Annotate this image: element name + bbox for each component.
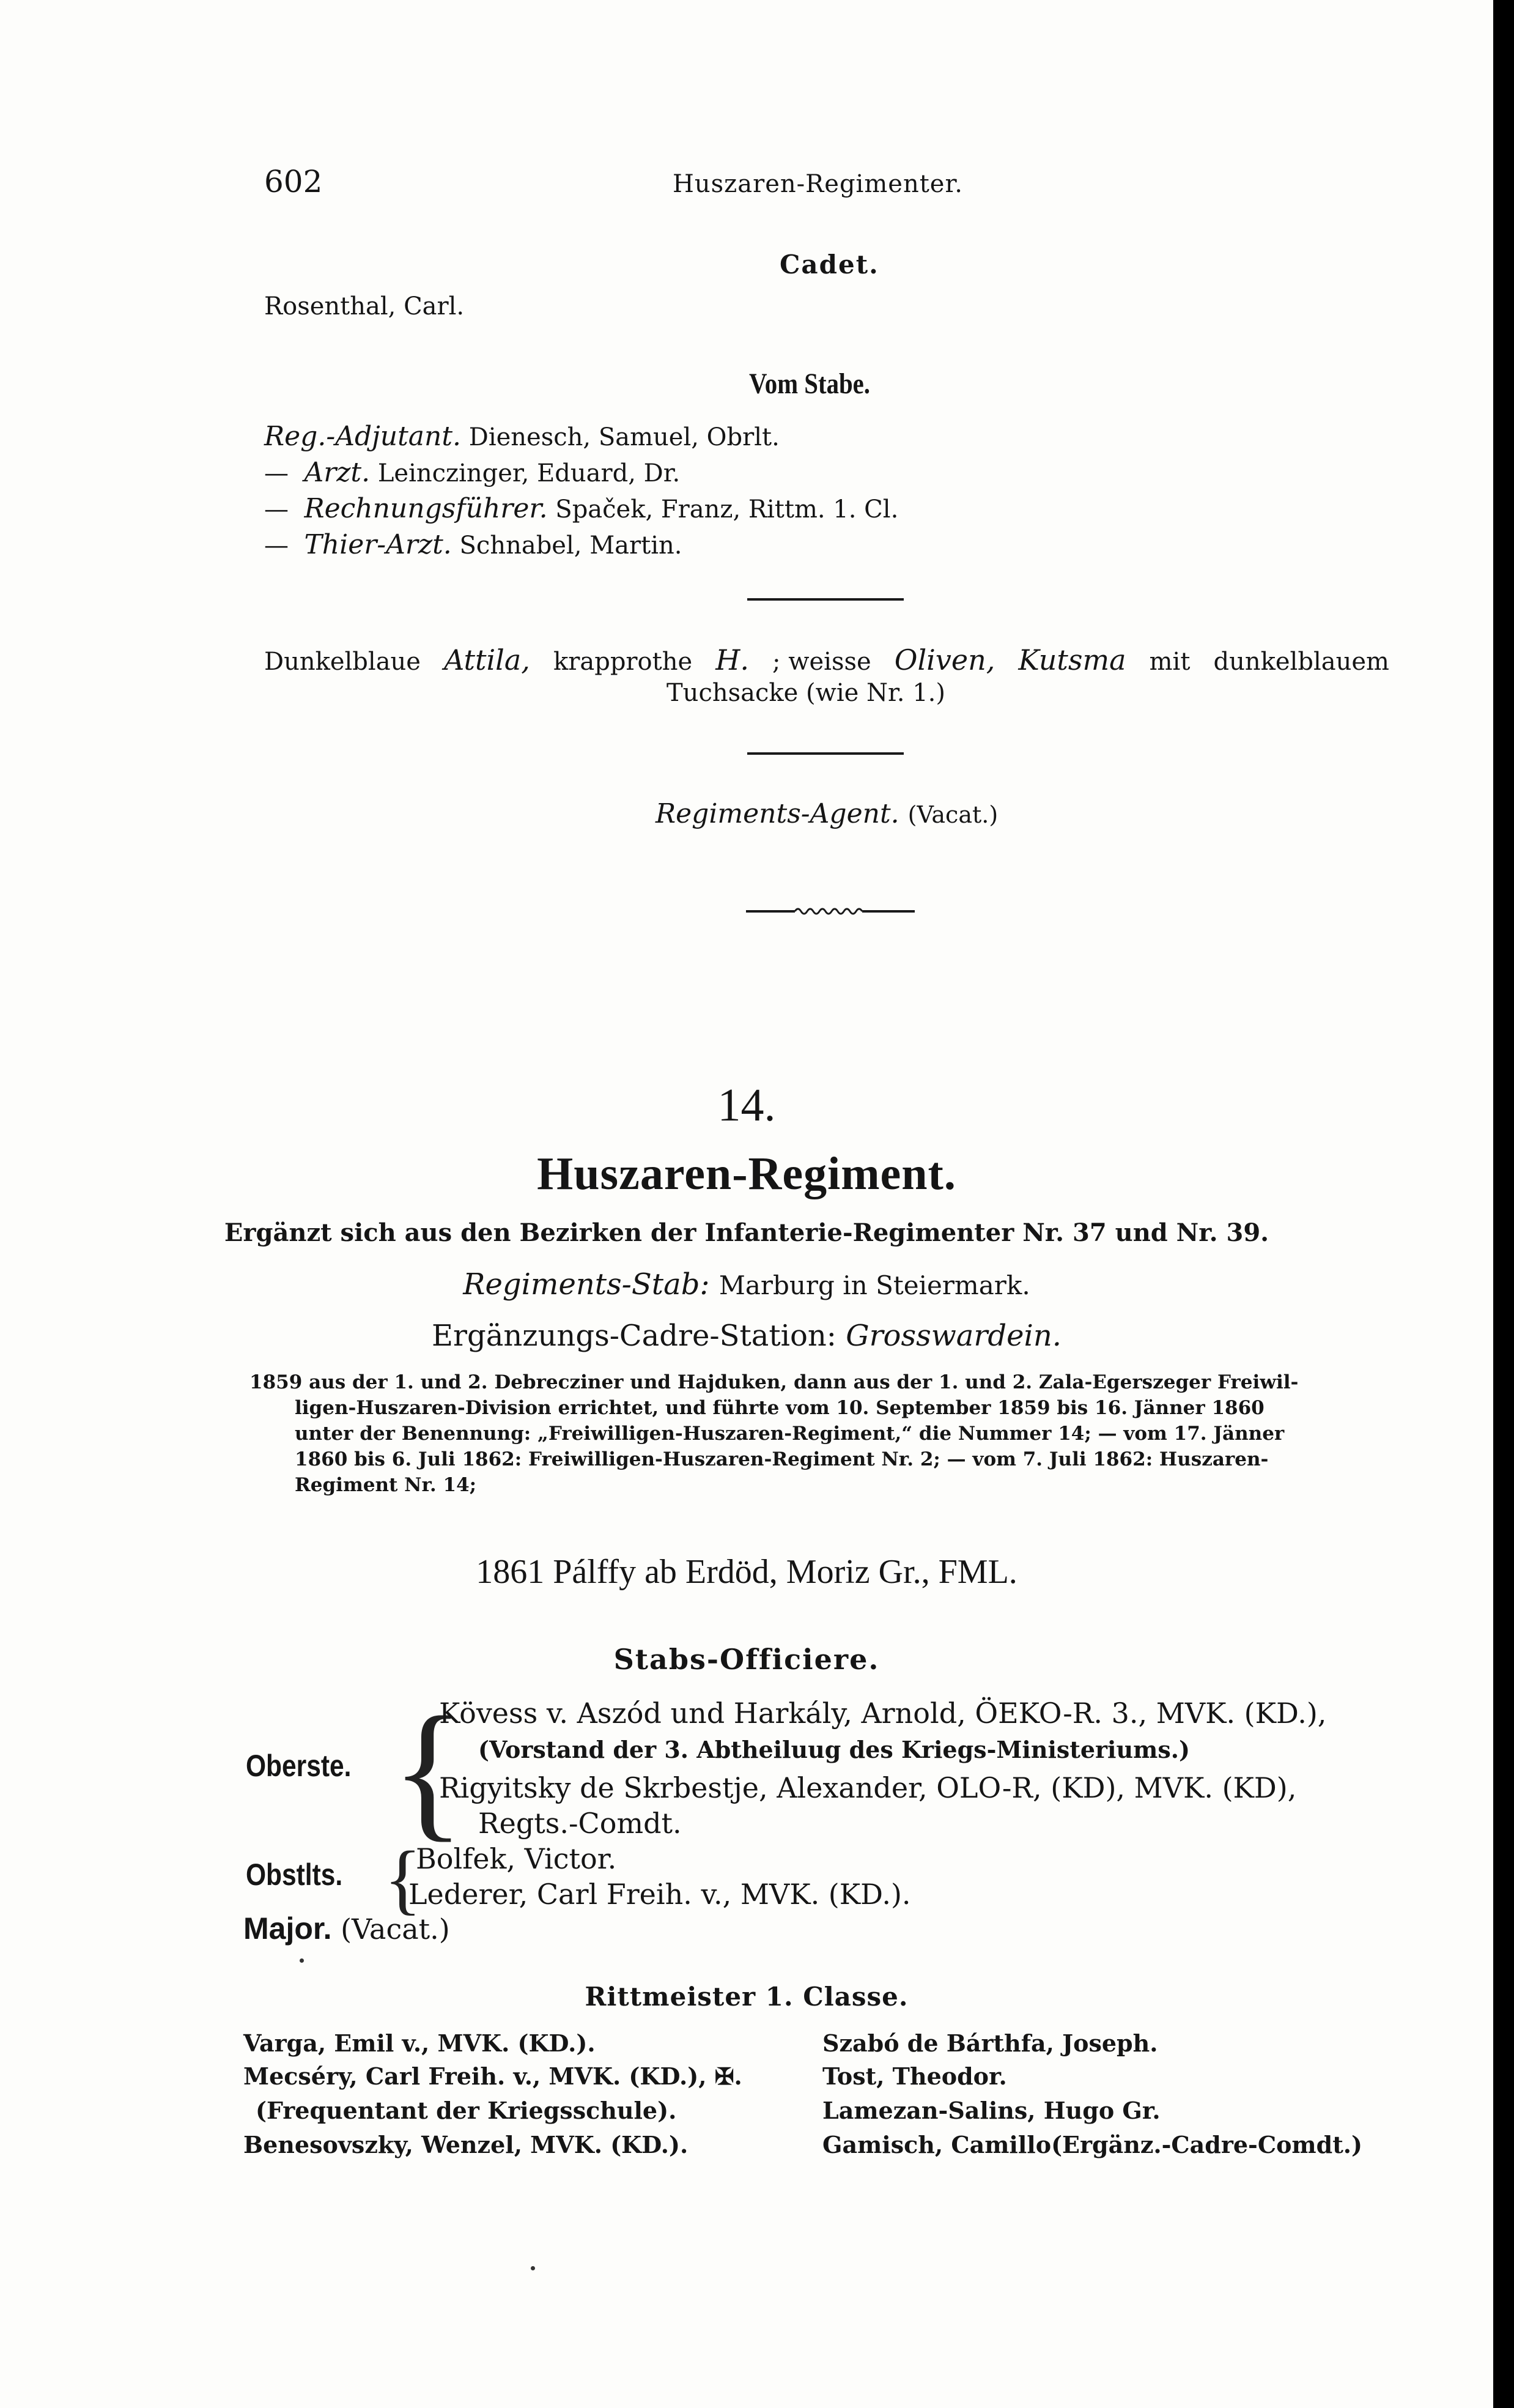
rittmeister-right-3: Lamezan-Salins, Hugo Gr. <box>822 2097 1161 2124</box>
history-line-4: 1860 bis 6. Juli 1862: Freiwilligen-Huszaren-Regiment Nr. 2; — vom 7. Juli 1862: Huszaren- <box>295 1448 1269 1470</box>
oberste-label: Oberste. <box>246 1749 352 1783</box>
rittmeister-left-2: Mecséry, Carl Freih. v., MVK. (KD.), ✠. <box>243 2062 742 2090</box>
dash-prefix: — <box>264 495 289 524</box>
stab-heading: Vom Stabe. <box>749 368 870 400</box>
major-line <box>243 1911 450 1946</box>
uniform-line-2: Tuchsacke (wie Nr. 1.) <box>667 679 945 707</box>
stray-mark <box>531 2266 535 2270</box>
rittmeister-right-4: Gamisch, Camillo(Ergänz.-Cadre-Comdt.) <box>822 2131 1362 2158</box>
regiment-title: Huszaren-Regiment. <box>537 1148 956 1199</box>
wavy-divider-ornament <box>746 905 915 917</box>
role-label: Arzt. <box>304 457 371 488</box>
rittmeister-left-3: (Frequentant der Kriegsschule). <box>256 2097 677 2124</box>
obstlts-line-1: Bolfek, Victor. <box>416 1842 617 1875</box>
brace-oberste: { <box>391 1686 465 1855</box>
rittmeister-left-4: Benesovszky, Wenzel, MVK. (KD.). <box>243 2131 689 2158</box>
role-label: Thier-Arzt. <box>304 529 452 560</box>
stab-value: Marburg in Steiermark. <box>718 1270 1030 1300</box>
oberste-line-4: Regts.-Comdt. <box>478 1807 682 1840</box>
agent-value: (Vacat.) <box>907 801 999 828</box>
major-value: (Vacat.) <box>341 1913 450 1946</box>
uniform-word: krapprothe <box>553 648 693 676</box>
stab-line-arzt <box>264 457 680 488</box>
cadet-heading: Cadet. <box>780 250 879 280</box>
uniform-word: dunkelblauem <box>1213 648 1389 676</box>
history-line-2: ligen-Huszaren-Division errichtet, und führte vom 10. September 1859 bis 16. Jänner 1860 <box>295 1397 1265 1419</box>
uniform-word: Attila, <box>444 643 530 676</box>
section-divider <box>747 752 904 755</box>
dash-prefix: — <box>264 459 289 487</box>
regiment-stab-line <box>0 1267 1493 1302</box>
cadet-name: Rosenthal, Carl. <box>264 292 465 320</box>
agent-line <box>655 798 998 829</box>
uniform-word: Kutsma <box>1018 643 1126 676</box>
stab-line-adjutant <box>264 421 780 452</box>
cadre-label: Ergänzungs-Cadre-Station: <box>431 1319 836 1353</box>
stab-line-thierarzt <box>264 529 682 560</box>
rittmeister-left-1: Varga, Emil v., MVK. (KD.). <box>243 2029 596 2057</box>
stab-line-rechnungsfuehrer <box>264 493 898 524</box>
role-label: Reg.-Adjutant. <box>264 421 462 452</box>
cadre-value: Grosswardein. <box>846 1319 1062 1353</box>
history-line-1: 1859 aus der 1. und 2. Debrecziner und Hajduken, dann aus der 1. und 2. Zala-Egerszeger Freiwil- <box>249 1371 1299 1393</box>
inhaber-line: 1861 Pálffy ab Erdöd, Moriz Gr., FML. <box>476 1553 1017 1591</box>
history-line-3: unter der Benennung: „Freiwilligen-Huszaren-Regiment,“ die Nummer 14; — vom 17. Jänner <box>295 1423 1285 1445</box>
uniform-word: Dunkelblaue <box>264 648 421 676</box>
page-number: 602 <box>264 164 323 199</box>
uniform-word: ; weisse <box>772 648 871 676</box>
role-name: Schnabel, Martin. <box>459 532 682 560</box>
role-name: Dienesch, Samuel, Obrlt. <box>468 423 780 451</box>
regiment-erganzt: Ergänzt sich aus den Bezirken der Infanterie-Regimenter Nr. 37 und Nr. 39. <box>224 1218 1269 1247</box>
major-label: Major. <box>243 1911 332 1946</box>
agent-label: Regiments-Agent. <box>655 798 899 829</box>
uniform-line-1 <box>264 643 1389 676</box>
brace-obstlts: { <box>384 1836 422 1922</box>
history-line-5: Regiment Nr. 14; <box>295 1474 477 1496</box>
rittmeister-heading: Rittmeister 1. Classe. <box>585 1982 909 2012</box>
officers-heading: Stabs-Officiere. <box>613 1643 880 1676</box>
section-divider <box>747 598 904 601</box>
role-label: Rechnungsführer. <box>304 493 548 524</box>
stray-mark <box>300 1958 304 1963</box>
oberste-line-2: (Vorstand der 3. Abtheiluug des Kriegs-Ministeriums.) <box>478 1736 1190 1763</box>
regiment-number: 14. <box>717 1080 776 1131</box>
rittmeister-right-1: Szabó de Bárthfa, Joseph. <box>822 2029 1158 2057</box>
obstlts-line-2: Lederer, Carl Freih. v., MVK. (KD.). <box>408 1878 911 1911</box>
regiment-cadre-line <box>0 1319 1493 1353</box>
oberste-line-3: Rigyitsky de Skrbestje, Alexander, OLO-R, (KD), MVK. (KD), <box>439 1771 1297 1804</box>
role-name: Spaček, Franz, Rittm. 1. Cl. <box>555 495 899 524</box>
role-name: Leinczinger, Eduard, Dr. <box>377 459 681 487</box>
oberste-line-1: Kövess v. Aszód und Harkály, Arnold, ÖEKO-R. 3., MVK. (KD.), <box>439 1697 1327 1730</box>
uniform-word: Oliven, <box>894 643 995 676</box>
uniform-word: mit <box>1149 648 1191 676</box>
stab-label: Regiments-Stab: <box>463 1267 710 1302</box>
obstlts-label: Obstlts. <box>246 1858 343 1892</box>
running-title: Huszaren-Regimenter. <box>673 170 963 198</box>
uniform-word: H. <box>715 643 749 676</box>
rittmeister-right-2: Tost, Theodor. <box>822 2062 1007 2090</box>
dash-prefix: — <box>264 532 289 560</box>
